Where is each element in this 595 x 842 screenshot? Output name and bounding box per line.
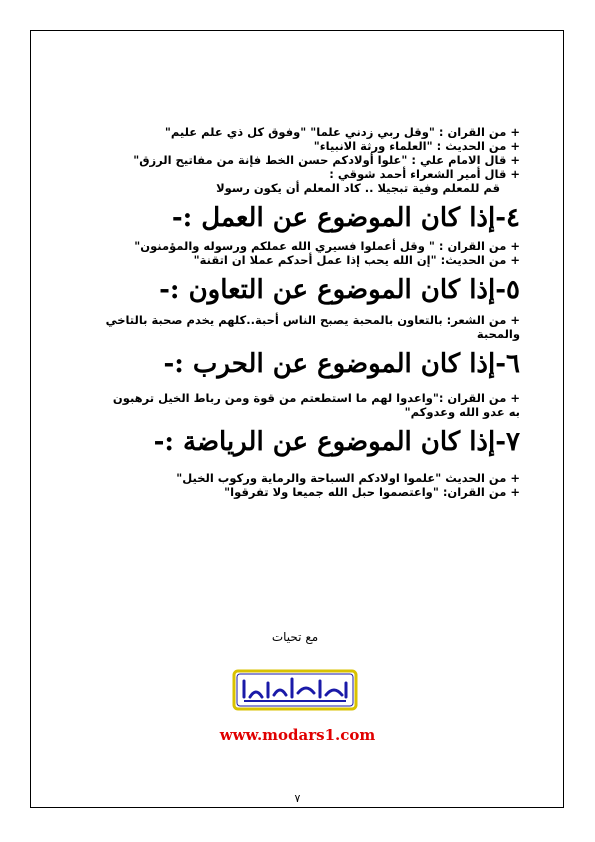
quote-line: + من الشعر: بالتعاون بالمحبة يصبح الناس أحبة..كلهم يخدم صحبة بالتاخي والمحبة [105, 313, 520, 341]
quote-line: + من الحديث: "إن الله يحب إذا عمل أحدكم عملا ان اتقنة" [193, 253, 520, 267]
document-body [100, 125, 520, 499]
quote-line: + من القران: "واعتصموا حبل الله جميعا ولا تفرقوا" [224, 485, 520, 499]
site-logo [230, 665, 360, 715]
section-cooperation [100, 273, 520, 341]
section-heading: ٦-إذا كان الموضوع عن الحرب :- [163, 349, 520, 379]
page-number: ٧ [294, 792, 301, 805]
quote-line: + من القران : "وقل ربي زدني علما" "وفوق كل ذي علم عليم" [164, 125, 520, 139]
section-war [100, 347, 520, 419]
quote-line: + قال الامام علي : "علوا أولادكم حسن الخط فإنة من مفاتيح الرزق" [133, 153, 520, 167]
section-work [100, 201, 520, 267]
quote-line: + من القران : " وقل أعملوا فسيري الله عملكم ورسوله والمؤمنون" [134, 239, 520, 253]
greeting: مع تحيات [271, 630, 319, 644]
quote-line: + من الحديث "علموا اولادكم السباحة والرماية وركوب الخيل" [176, 471, 520, 485]
website-link[interactable]: www.modars1.com [219, 726, 376, 744]
intro-block [100, 125, 520, 195]
section-sports [100, 425, 520, 499]
quote-line: + من القران :"واعدوا لهم ما استطعتم من قوة ومن رباط الخيل ترهبون به عدو الله وعدوكم" [112, 391, 520, 419]
section-heading: ٥-إذا كان الموضوع عن التعاون :- [159, 275, 520, 305]
section-heading: ٧-إذا كان الموضوع عن الرياضة :- [153, 427, 520, 457]
section-heading: ٤-إذا كان الموضوع عن العمل :- [171, 203, 520, 233]
poem-line: قم للمعلم وفية تبجيلا .. كاد المعلم أن يكون رسولا [216, 181, 500, 195]
quote-line: + قال أمير الشعراء أحمد شوقي : [329, 167, 520, 181]
quote-line: + من الحديث : "العلماء ورثة الانبياء" [313, 139, 520, 153]
